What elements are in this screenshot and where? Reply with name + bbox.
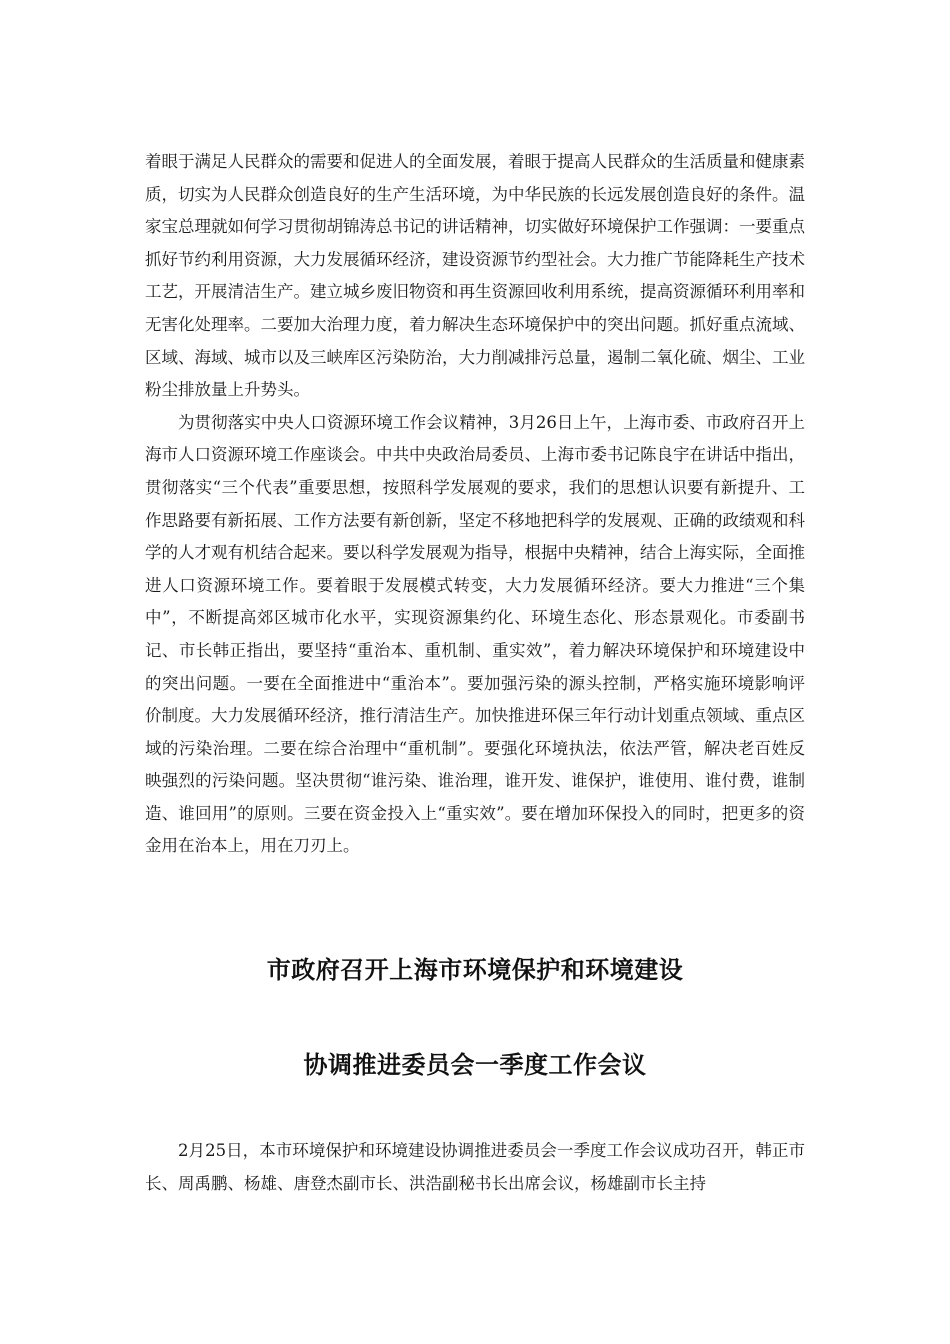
section-heading-line-2: 协调推进委员会一季度工作会议: [303, 1051, 647, 1079]
article-section-1: [145, 146, 805, 863]
paragraph-meeting: 2月25日，本市环境保护和环境建设协调推进委员会一季度工作会议成功召开，韩正市长、周禹鹏、杨雄、唐登杰副市长、洪浩副秘书长出席会议，杨雄副市长主持: [145, 1141, 805, 1193]
paragraph-continued: 着眼于满足人民群众的需要和促进人的全面发展，着眼于提高人民群众的生活质量和健康素质，切实为人民群众创造良好的生产生活环境，为中华民族的长远发展创造良好的条件。温家宝总理就如何学习贯彻胡锦涛总书记的讲话精神，切实做好环境保护工作强调：一要重点抓好节约利用资源，大力发展循环经济，建设资源节约型社会。大力推广节能降耗生产技术工艺，开展清洁生产。建立城乡废旧物资和再生资源回收利用系统，提高资源循环利用率和无害化处理率。二要加大治理力度，着力解决生态环境保护中的突出问题。抓好重点流域、区域、海域、城市以及三峡库区污染防治，大力削减排污总量，遏制二氧化硫、烟尘、工业粉尘排放量上升势头。: [145, 152, 805, 400]
paragraph-conference: 为贯彻落实中央人口资源环境工作会议精神，3月26日上午，上海市委、市政府召开上海市人口资源环境工作座谈会。中共中央政治局委员、上海市委书记陈良宇在讲话中指出，贯彻落实“三个代表”重要思想，按照科学发展观的要求，我们的思想认识要有新提升、工作思路要有新拓展、工作方法要有新创新，坚定不移地把科学的发展观、正确的政绩观和科学的人才观有机结合起来。要以科学发展观为指导，根据中央精神，结合上海实际，全面推进人口资源环境工作。要着眼于发展模式转变，大力发展循环经济。要大力推进“三个集中”，不断提高郊区城市化水平，实现资源集约化、环境生态化、形态景观化。市委副书记、市长韩正指出，要坚持“重治本、重机制、重实效”，着力解决环境保护和环境建设中的突出问题。一要在全面推进中“重治本”。要加强污染的源头控制，严格实施环境影响评价制度。大力发展循环经济，推行清洁生产。加快推进环保三年行动计划重点领域、重点区域的污染治理。二要在综合治理中“重机制”。要强化环境执法，依法严管，解决老百姓反映强烈的污染问题。坚决贯彻“谁污染、谁治理，谁开发、谁保护，谁使用、谁付费，谁制造、谁回用”的原则。三要在资金投入上“重实效”。要在增加环保投入的同时，把更多的资金用在治本上，用在刀刃上。: [145, 412, 805, 856]
article-section-2: [145, 1135, 805, 1200]
section-heading-line-1: 市政府召开上海市环境保护和环境建设: [266, 956, 684, 984]
